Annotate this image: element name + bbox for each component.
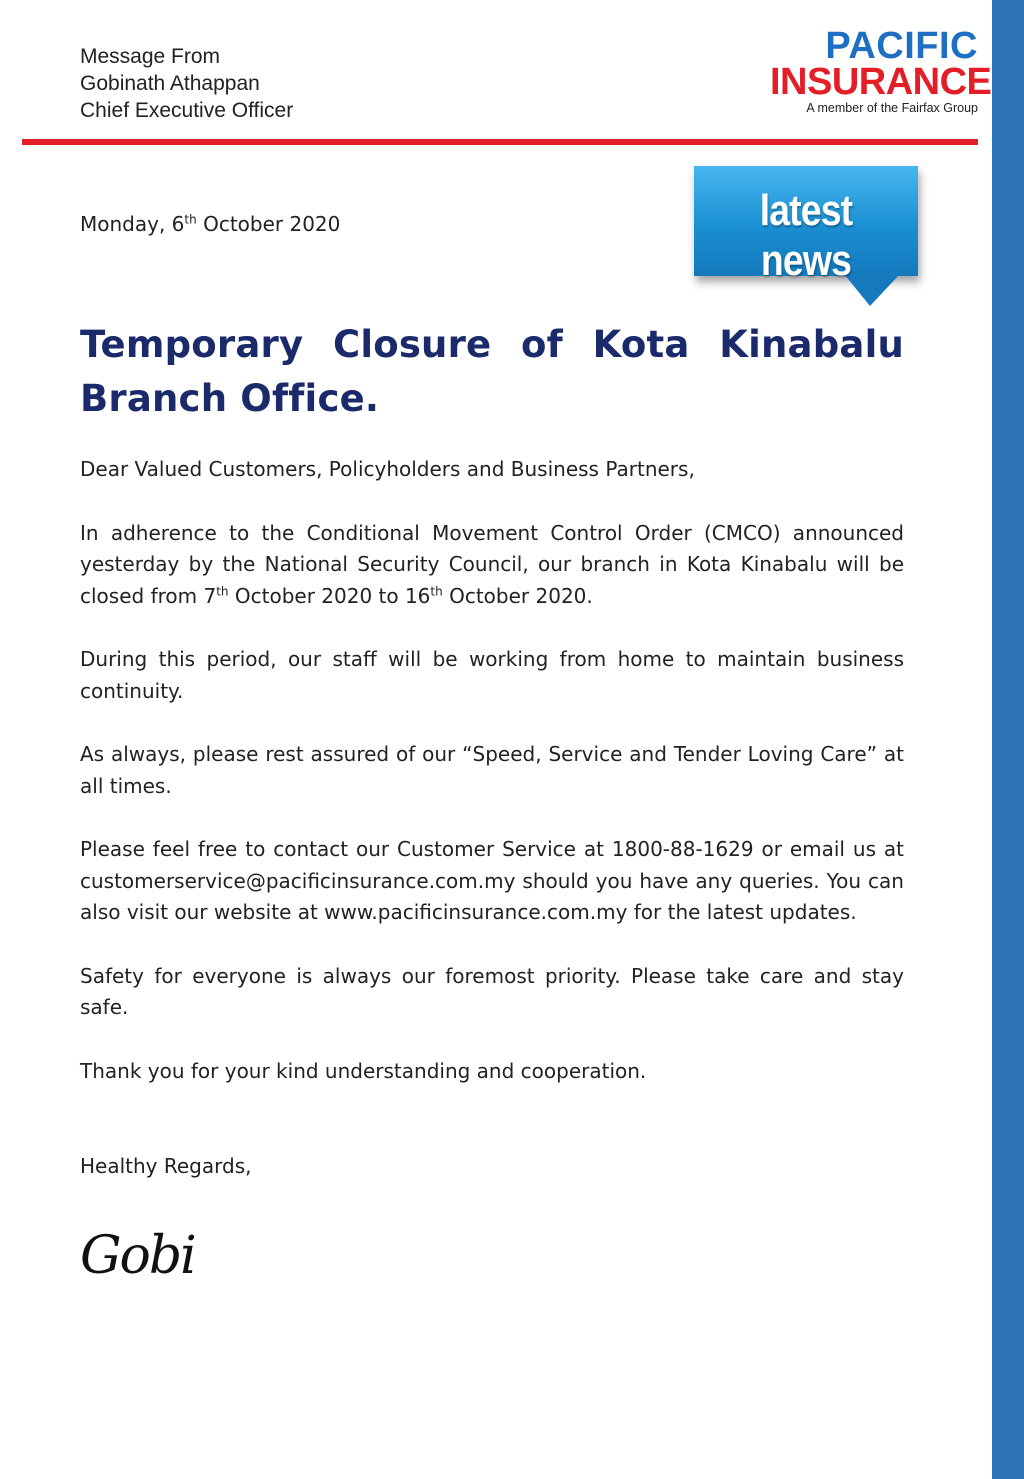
letter-date xyxy=(80,212,340,236)
sender-name: Gobinath Athappan xyxy=(80,72,260,95)
paragraph-closure xyxy=(80,518,904,613)
date-suffix: th xyxy=(184,212,197,227)
p1-part-a: In adherence to the Conditional Movement Control Order (CMCO) announced yesterday by the National Security Council, our branch in Kota Kinabalu will be closed from 7 xyxy=(80,520,904,608)
paragraph-thanks: Thank you for your kind understanding and cooperation. xyxy=(80,1058,647,1083)
p1-sup-2: th xyxy=(430,583,443,598)
paragraph-assurance: As always, please rest assured of our “Speed, Service and Tender Loving Care” at all times. xyxy=(80,742,904,798)
company-logo xyxy=(770,25,992,116)
letter-body xyxy=(80,454,904,1215)
paragraph-safety: Safety for everyone is always our foremost priority. Please take care and stay safe. xyxy=(80,963,904,1019)
p1-sup-1: th xyxy=(216,583,229,598)
p1-part-c: October 2020. xyxy=(442,583,593,608)
p1-part-b: October 2020 to 16 xyxy=(228,583,431,608)
latest-news-badge xyxy=(694,166,918,308)
sender-block xyxy=(80,43,293,124)
logo-tagline: A member of the Fairfax Group xyxy=(806,101,978,115)
sender-role: Chief Executive Officer xyxy=(80,99,294,122)
header-divider xyxy=(22,139,978,145)
date-weekday: Monday, 6 xyxy=(80,212,185,236)
date-month-year: October 2020 xyxy=(196,212,341,236)
closing: Healthy Regards, xyxy=(80,1154,252,1178)
paragraph-wfh: During this period, our staff will be working from home to maintain business continuity. xyxy=(80,647,904,703)
sender-label: Message From xyxy=(80,45,221,68)
signature xyxy=(80,1226,210,1306)
paragraph-contact: Please feel free to contact our Customer Service at 1800-88-1629 or email us at customerservice@pacificinsurance.com.my should you have any queries. You can also visit our website at www.pacificinsurance.com.my for the latest updates. xyxy=(80,837,904,924)
letter-title: Temporary Closure of Kota Kinabalu Branch Office. xyxy=(80,323,904,420)
greeting: Dear Valued Customers, Policyholders and Business Partners, xyxy=(80,457,695,481)
logo-line-2: INSURANCE xyxy=(770,61,992,103)
logo-line-1: PACIFIC xyxy=(825,25,978,67)
side-color-bar xyxy=(992,0,1024,1479)
badge-text: latest news xyxy=(759,186,853,285)
signature-text: Gobi xyxy=(80,1226,195,1286)
